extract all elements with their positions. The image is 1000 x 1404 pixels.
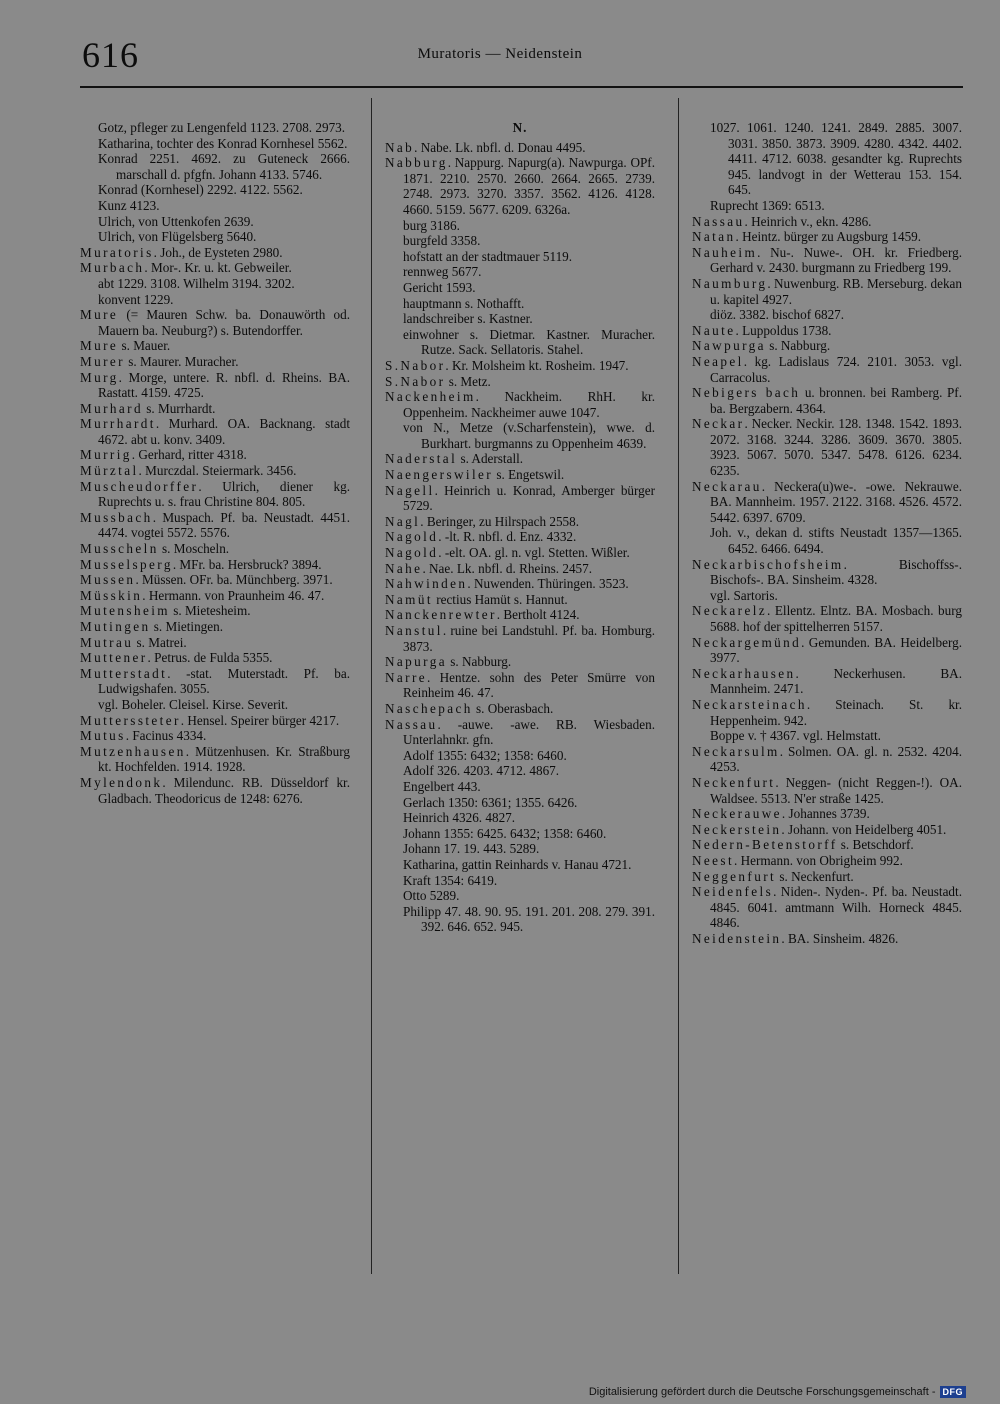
entry-text: Heinrich 4326. 4827.: [403, 810, 516, 826]
column-divider: [678, 98, 679, 1274]
entry-text: Boppe v. † 4367. vgl. Helmstatt.: [710, 728, 881, 744]
entry-text: Kunz 4123.: [98, 197, 160, 213]
entry-text: Katharina, gattin Reinhards v. Hanau 4721.: [403, 856, 632, 872]
index-subentry: [385, 763, 655, 779]
index-entry: [80, 510, 350, 541]
index-entry: [385, 701, 655, 717]
entry-text: Gericht 1593.: [403, 279, 476, 295]
entry-text: Konrad (Kornhesel) 2292. 4122. 5562.: [98, 182, 303, 198]
index-subentry: [80, 229, 350, 245]
index-subentry: [80, 182, 350, 198]
index-subentry: [385, 218, 655, 234]
entry-keyword: Neckerstein: [692, 821, 782, 837]
entry-text: . Nae. Lk. nbfl. d. Rheins. 2457.: [422, 560, 593, 576]
entry-keyword: Naderstal: [385, 451, 458, 467]
index-entry: [692, 806, 962, 822]
entry-text: . Neckerhusen. BA. Mannheim. 2471.: [710, 665, 962, 697]
index-entry: [80, 744, 350, 775]
entry-keyword: Nabburg: [385, 155, 448, 171]
entry-keyword: Nassau: [385, 716, 438, 732]
entry-text: . Hentze. sohn des Peter Smürre von Reinheim 46. 47.: [403, 669, 655, 701]
index-subentry: [385, 873, 655, 889]
index-subentry: [80, 120, 350, 136]
entry-text: . Heinrich v., ekn. 4286.: [744, 213, 872, 229]
index-subentry: [385, 327, 655, 358]
index-subentry: [692, 588, 962, 604]
entry-text: . Milendunc. RB. Düsseldorf kr. Gladbach. Theodoricus de 1248: 6276.: [98, 774, 350, 806]
entry-text: . Johannes 3739.: [781, 806, 870, 822]
index-entry: [80, 307, 350, 338]
entry-text: 1027. 1061. 1240. 1241. 2849. 2885. 3007. 3031. 3850. 3873. 3909. 4280. 4342. 4402. 4411. 4712. 6038. gesandter kg. Ruprechts 945. landvogt in der Wetterau 153. 154. 645.: [710, 120, 962, 198]
entry-keyword: Mutensheim: [80, 603, 170, 619]
entry-keyword: Nagell: [385, 482, 435, 498]
index-entry: [80, 713, 350, 729]
index-entry: [692, 869, 962, 885]
entry-keyword: Muscheudorffer: [80, 478, 199, 494]
index-subentry: [385, 280, 655, 296]
page-number: 616: [82, 35, 139, 75]
index-entry: [692, 635, 962, 666]
entry-keyword: Mutrau: [80, 634, 134, 650]
column-divider: [371, 98, 372, 1274]
entry-text: Katharina, tochter des Konrad Kornhesel 5562.: [98, 135, 348, 151]
entry-keyword: Neckarbischofsheim: [692, 556, 844, 572]
entry-text: . Nabe. Lk. nbfl. d. Donau 4495.: [414, 139, 586, 155]
entry-text: . Facinus 4334.: [125, 728, 207, 744]
index-entry: [692, 354, 962, 385]
entry-text: . Neggen- (nicht Reggen-!). OA. Waldsee. 5513. N'er straße 1425.: [710, 774, 962, 806]
entry-keyword: Neckarsulm: [692, 743, 780, 759]
entry-keyword: Nackenheim: [385, 389, 476, 405]
entry-text: . MFr. ba. Hersbruck? 3894.: [172, 556, 322, 572]
index-subentry: [385, 420, 655, 451]
entry-text: abt 1229. 3108. Wilhelm 3194. 3202.: [98, 275, 295, 291]
index-entry: [80, 603, 350, 619]
index-subentry: [385, 249, 655, 265]
entry-text: . Steinach. St. kr. Heppenheim. 942.: [710, 696, 962, 728]
entry-keyword: Neckerauwe: [692, 806, 782, 822]
index-entry: [692, 557, 962, 588]
index-entry: [80, 557, 350, 573]
index-subentry: [385, 904, 655, 935]
entry-text: s. Oberasbach.: [472, 700, 554, 716]
entry-keyword: Narre: [385, 669, 428, 685]
index-entry: [80, 401, 350, 417]
index-entry: [80, 541, 350, 557]
entry-text: s. Mauer.: [118, 338, 171, 354]
entry-text: rennweg 5677.: [403, 264, 482, 280]
index-subentry: [692, 728, 962, 744]
entry-text: . Gerhard, ritter 4318.: [131, 447, 247, 463]
entry-keyword: S.Nabor: [385, 373, 446, 389]
entry-text: von N., Metze (v.Scharfenstein), wwe. d. Burkhart. burgmanns zu Oppenheim 4639.: [403, 420, 655, 451]
entry-keyword: Mure: [80, 338, 119, 354]
index-entry: [692, 837, 962, 853]
entry-text: Engelbert 443.: [403, 778, 481, 794]
entry-text: . Nuwenden. Thüringen. 3523.: [467, 576, 629, 592]
index-subentry: [80, 151, 350, 182]
entry-text: . Beringer, zu Hilrspach 2558.: [420, 513, 580, 529]
entry-text: s. Nabburg.: [765, 338, 831, 354]
entry-text: Gerlach 1350: 6361; 1355. 6426.: [403, 794, 578, 810]
index-subentry: [385, 748, 655, 764]
index-entry: [692, 323, 962, 339]
entry-text: . BA. Sinsheim. 4826.: [781, 930, 899, 946]
entry-text: . Bischoffss-. Bischofs-. BA. Sinsheim. 4328.: [710, 556, 962, 588]
entry-keyword: Neidenstein: [692, 930, 782, 946]
entry-text: . Nu-. Nuwe-. OH. kr. Friedberg. Gerhard v. 2430. burgmann zu Friedberg 199.: [710, 244, 962, 276]
entry-text: . Nackheim. RhH. kr. Oppenheim. Nackheimer auwe 1047.: [403, 389, 655, 420]
index-subentry: [80, 697, 350, 713]
entry-keyword: S.Nabor: [385, 357, 446, 373]
index-entry: [385, 374, 655, 390]
entry-text: hauptmann s. Nothafft.: [403, 295, 525, 311]
entry-text: . Murhard. OA. Backnang. stadt 4672. abt u. konv. 3409.: [98, 416, 350, 447]
index-entry: [80, 619, 350, 635]
index-entry: [385, 592, 655, 608]
index-entry: [385, 514, 655, 530]
index-entry: [692, 479, 962, 526]
entry-keyword: Mutzenhausen: [80, 743, 186, 759]
index-column-3: [692, 120, 962, 946]
index-subentry: [385, 841, 655, 857]
entry-text: Adolf 1355: 6432; 1358: 6460.: [403, 747, 567, 763]
entry-text: Konrad 2251. 4692. zu Guteneck 2666. marschall d. pfgfn. Johann 4133. 5746.: [98, 151, 350, 182]
entry-text: . Mor-. Kr. u. kt. Gebweiler.: [144, 260, 292, 276]
running-head: Muratoris — Neidenstein: [417, 46, 583, 62]
index-entry: [385, 358, 655, 374]
index-entry: [80, 635, 350, 651]
entry-text: s. Metz.: [445, 373, 491, 389]
entry-text: . Petrus. de Fulda 5355.: [147, 650, 273, 666]
entry-keyword: Naengerswiler: [385, 467, 494, 483]
index-entry: [385, 529, 655, 545]
footer-text: Digitalisierung gefördert durch die Deutsche Forschungsgemeinschaft -: [588, 1386, 936, 1398]
entry-keyword: Neidenfels: [692, 884, 774, 900]
index-entry: [692, 416, 962, 478]
index-entry: [80, 245, 350, 261]
entry-keyword: Murg: [80, 369, 119, 385]
entry-text: . Ellentz. Elntz. BA. Mosbach. burg 5688. hof der spittelherren 5157.: [710, 603, 962, 634]
index-subentry: [385, 810, 655, 826]
index-subentry: [692, 198, 962, 214]
entry-text: . Joh., de Eysteten 2980.: [153, 244, 283, 260]
index-subentry: [80, 136, 350, 152]
entry-text: konvent 1229.: [98, 291, 174, 307]
entry-text: Ulrich, von Flügelsberg 5640.: [98, 229, 257, 245]
index-subentry: [80, 198, 350, 214]
entry-text: landschreiber s. Kastner.: [403, 311, 533, 327]
entry-text: . Bertholt 4124.: [496, 607, 580, 623]
entry-text: vgl. Boheler. Cleisel. Kirse. Severit.: [98, 696, 289, 712]
entry-keyword: Murrhardt: [80, 416, 156, 432]
index-entry: [385, 623, 655, 654]
index-subentry: [692, 525, 962, 556]
entry-text: burg 3186.: [403, 217, 460, 233]
entry-text: . Luppoldus 1738.: [735, 322, 832, 338]
entry-keyword: Nahe: [385, 560, 423, 576]
entry-text: Ulrich, von Uttenkofen 2639.: [98, 213, 254, 229]
index-subentry: [385, 233, 655, 249]
entry-text: . Heinrich u. Konrad, Amberger bürger 5729.: [403, 482, 655, 514]
entry-keyword: Neckarhausen: [692, 665, 796, 681]
entry-keyword: Nebigers bach: [692, 385, 801, 401]
index-entry: [692, 276, 962, 307]
index-subentry: [80, 276, 350, 292]
entry-keyword: Nagold: [385, 545, 439, 561]
entry-keyword: Nauheim: [692, 244, 758, 260]
entry-text: . Heintz. bürger zu Augsburg 1459.: [735, 229, 922, 245]
entry-text: . Ulrich, diener kg. Ruprechts u. s. frau Christine 804. 805.: [98, 478, 350, 510]
entry-keyword: Nahwinden: [385, 576, 468, 592]
entry-text: s. Betschdorf.: [837, 837, 914, 853]
entry-keyword: Mure: [80, 307, 119, 323]
index-subentry: [385, 296, 655, 312]
entry-text: Johann 17. 19. 443. 5289.: [403, 841, 540, 857]
dfg-logo: DFG: [940, 1386, 967, 1398]
entry-text: . ruine bei Landstuhl. Pf. ba. Homburg. 3873.: [403, 623, 655, 654]
index-entry: [385, 389, 655, 420]
entry-keyword: Musscheln: [80, 541, 159, 557]
entry-text: . -auwe. -awe. RB. Wiesbaden. Unterlahnkr. gfn.: [403, 716, 655, 748]
entry-text: . Nappurg. Napurg(a). Nawpurga. OPf. 1871. 2210. 2570. 2660. 2664. 2665. 2739. 2748. 2973. 3270. 3357. 3562. 4126. 4128. 4660. 5159. 5677. 6209. 6326a.: [403, 155, 655, 217]
entry-keyword: Murer: [80, 353, 125, 369]
entry-keyword: Neapel: [692, 353, 744, 369]
entry-text: . Kr. Molsheim kt. Rosheim. 1947.: [445, 357, 629, 373]
index-entry: [385, 607, 655, 623]
entry-keyword: Napurga: [385, 654, 447, 670]
entry-text: . Niden-. Nyden-. Pf. ba. Neustadt. 4845. 6041. amtmann Wilh. Horneck 4845. 4846.: [710, 884, 962, 931]
entry-text: Adolf 326. 4203. 4712. 4867.: [403, 763, 560, 779]
entry-text: s. Moscheln.: [158, 541, 230, 557]
entry-keyword: Muttener: [80, 650, 148, 666]
entry-text: s. Maurer. Muracher.: [124, 353, 239, 369]
entry-text: s. Matrei.: [133, 634, 187, 650]
entry-keyword: Naschepach: [385, 700, 473, 716]
entry-keyword: Mutterssteter: [80, 712, 181, 728]
index-entry: [80, 650, 350, 666]
index-entry: [692, 775, 962, 806]
entry-keyword: Neckarsteinach: [692, 696, 807, 712]
entry-text: rectius Hamüt s. Hannut.: [432, 591, 568, 607]
entry-keyword: Musselsperg: [80, 556, 173, 572]
entry-keyword: Naute: [692, 322, 736, 338]
entry-keyword: Neckenfurt: [692, 774, 776, 790]
footer-credit: [589, 1386, 966, 1398]
entry-text: . -elt. OA. gl. n. vgl. Stetten. Wißler.: [438, 545, 630, 561]
entry-text: . Solmen. OA. gl. n. 2532. 4204. 4253.: [710, 743, 962, 775]
index-entry: [692, 697, 962, 728]
entry-text: . Johann. von Heidelberg 4051.: [781, 821, 947, 837]
entry-text: . kg. Ladislaus 724. 2101. 3053. vgl. Carracolus.: [710, 353, 962, 385]
index-entry: [692, 229, 962, 245]
entry-keyword: Naumburg: [692, 275, 768, 291]
entry-text: . Muspach. Pf. ba. Neustadt. 4451. 4474. vogtei 5572. 5576.: [98, 509, 350, 541]
entry-text: . -stat. Muterstadt. Pf. ba. Ludwigshafen. 3055.: [98, 665, 350, 697]
index-entry: [692, 853, 962, 869]
index-subentry: [385, 779, 655, 795]
entry-keyword: Nedern-Betenstorff: [692, 837, 838, 853]
index-subentry: [385, 857, 655, 873]
entry-text: (= Mauren Schw. ba. Donauwörth od. Mauern ba. Neuburg?) s. Butendorffer.: [98, 307, 350, 338]
index-entry: [385, 654, 655, 670]
entry-text: einwohner s. Dietmar. Kastner. Muracher. Rutze. Sack. Sellatoris. Stahel.: [403, 326, 655, 358]
index-entry: [80, 354, 350, 370]
entry-text: Otto 5289.: [403, 888, 460, 904]
entry-keyword: Mürztal: [80, 463, 139, 479]
index-entry: [385, 140, 655, 156]
entry-keyword: Nassau: [692, 213, 745, 229]
entry-text: . Neckera(u)we-. -owe. Nekrauwe. BA. Mannheim. 1957. 2122. 3168. 4526. 4572. 5442. 6397. 6709.: [710, 478, 962, 525]
entry-text: s. Nabburg.: [446, 654, 512, 670]
entry-keyword: Murhard: [80, 400, 143, 416]
index-subentry: [385, 888, 655, 904]
index-entry: [80, 728, 350, 744]
entry-keyword: Murbach: [80, 260, 145, 276]
entry-text: burgfeld 3358.: [403, 233, 481, 249]
index-entry: [80, 588, 350, 604]
index-subentry: [385, 311, 655, 327]
index-entry: [80, 479, 350, 510]
entry-keyword: Muratoris: [80, 244, 154, 260]
index-subentry: [80, 214, 350, 230]
index-subentry: [385, 264, 655, 280]
index-entry: [692, 245, 962, 276]
index-entry: [80, 416, 350, 447]
entry-text: s. Mietesheim.: [169, 603, 251, 619]
entry-text: s. Neckenfurt.: [776, 868, 854, 884]
index-subentry: [385, 795, 655, 811]
index-entry: [80, 370, 350, 401]
index-entry: [385, 670, 655, 701]
entry-keyword: Neckar: [692, 416, 745, 432]
entry-text: . Necker. Neckir. 128. 1348. 1542. 1893. 2072. 3168. 3244. 3286. 3609. 3670. 3805. 3923. 5067. 5070. 5347. 5478. 6126. 6234. 6235.: [710, 416, 962, 479]
entry-keyword: Nagold: [385, 529, 439, 545]
entry-text: . -lt. R. nbfl. d. Enz. 4332.: [438, 529, 577, 545]
index-entry: [80, 338, 350, 354]
index-subentry: [385, 826, 655, 842]
entry-text: . Hermann. von Praunheim 46. 47.: [142, 587, 325, 603]
index-entry: [80, 463, 350, 479]
entry-keyword: Mutterstadt: [80, 665, 168, 681]
index-entry: [80, 572, 350, 588]
index-entry: [80, 260, 350, 276]
index-entry: [385, 717, 655, 748]
entry-text: u. bronnen. bei Ramberg. Pf. ba. Bergzabern. 4364.: [710, 385, 962, 416]
entry-keyword: Neggenfurt: [692, 868, 777, 884]
index-entry: [385, 561, 655, 577]
index-entry: [385, 483, 655, 514]
index-column-1: [80, 120, 350, 806]
entry-text: hofstatt an der stadtmauer 5119.: [403, 248, 573, 264]
entry-text: s. Engetswil.: [493, 467, 565, 483]
index-entry: [385, 576, 655, 592]
entry-text: s. Aderstall.: [457, 451, 524, 467]
index-entry: [385, 545, 655, 561]
entry-text: Ruprecht 1369: 6513.: [710, 197, 825, 213]
entry-keyword: Mutingen: [80, 619, 151, 634]
entry-keyword: Murrig: [80, 447, 132, 463]
index-subentry: [80, 292, 350, 308]
entry-keyword: Natan: [692, 229, 736, 245]
index-entry: [80, 447, 350, 463]
index-entry: [692, 338, 962, 354]
index-entry: [385, 155, 655, 217]
entry-keyword: Müsskin: [80, 587, 143, 603]
entry-text: s. Murrhardt.: [142, 400, 216, 416]
index-column-2: [385, 120, 655, 935]
index-entry: [385, 467, 655, 483]
entry-text: . Hermann. von Obrigheim 992.: [734, 852, 903, 868]
index-entry: [692, 884, 962, 931]
index-entry: [692, 603, 962, 634]
entry-keyword: Neest: [692, 852, 735, 868]
entry-text: Philipp 47. 48. 90. 95. 191. 201. 208. 279. 391. 392. 646. 652. 945.: [403, 903, 655, 935]
entry-keyword: Nagl: [385, 513, 421, 529]
entry-text: vgl. Sartoris.: [710, 587, 778, 603]
entry-keyword: Mylendonk: [80, 774, 163, 790]
index-subentry: [692, 307, 962, 323]
entry-keyword: Neckarelz: [692, 603, 768, 619]
section-letter-heading: N.: [512, 120, 528, 135]
entry-text: . Müssen. OFr. ba. Münchberg. 3971.: [135, 572, 333, 588]
entry-text: . Nuwenburg. RB. Merseburg. dekan u. kapitel 4927.: [710, 275, 962, 307]
index-entry: [385, 451, 655, 467]
entry-text: . Gemunden. BA. Heidelberg. 3977.: [710, 634, 962, 666]
index-entry: [692, 744, 962, 775]
index-entry: [692, 931, 962, 947]
entry-keyword: Nab: [385, 139, 415, 155]
entry-keyword: Mussen: [80, 572, 136, 588]
entry-text: Johann 1355: 6425. 6432; 1358: 6460.: [403, 825, 607, 841]
entry-keyword: Namüt: [385, 591, 433, 607]
entry-keyword: Neckarau: [692, 478, 762, 494]
entry-text: Joh. v., dekan d. stifts Neustadt 1357—1365. 6452. 6466. 6494.: [710, 525, 962, 557]
entry-text: . Hensel. Speirer bürger 4217.: [180, 712, 340, 728]
index-entry: [692, 385, 962, 416]
entry-text: . Mützenhusen. Kr. Straßburg kt. Hochfelden. 1914. 1928.: [98, 743, 350, 775]
entry-keyword: Mutus: [80, 728, 126, 744]
index-entry: [692, 666, 962, 697]
entry-keyword: Neckargemünd: [692, 634, 802, 650]
entry-text: Kraft 1354: 6419.: [403, 872, 498, 888]
entry-keyword: Nawpurga: [692, 338, 766, 354]
entry-text: Gotz, pfleger zu Lengenfeld 1123. 2708. 2973.: [98, 120, 346, 135]
entry-keyword: Nanckenrewter: [385, 607, 497, 623]
index-entry: [692, 214, 962, 230]
entry-keyword: Nanstul: [385, 623, 443, 638]
index-entry: [692, 822, 962, 838]
index-subentry: [692, 120, 962, 198]
entry-keyword: Mussbach: [80, 509, 153, 525]
index-entry: [80, 775, 350, 806]
entry-text: . Murczdal. Steiermark. 3456.: [138, 463, 297, 479]
index-entry: [80, 666, 350, 697]
entry-text: diöz. 3382. bischof 6827.: [710, 307, 845, 323]
entry-text: . Morge, untere. R. nbfl. d. Rheins. BA. Rastatt. 4159. 4725.: [98, 369, 350, 401]
header-rule: [80, 86, 963, 88]
entry-text: s. Mietingen.: [150, 619, 224, 634]
